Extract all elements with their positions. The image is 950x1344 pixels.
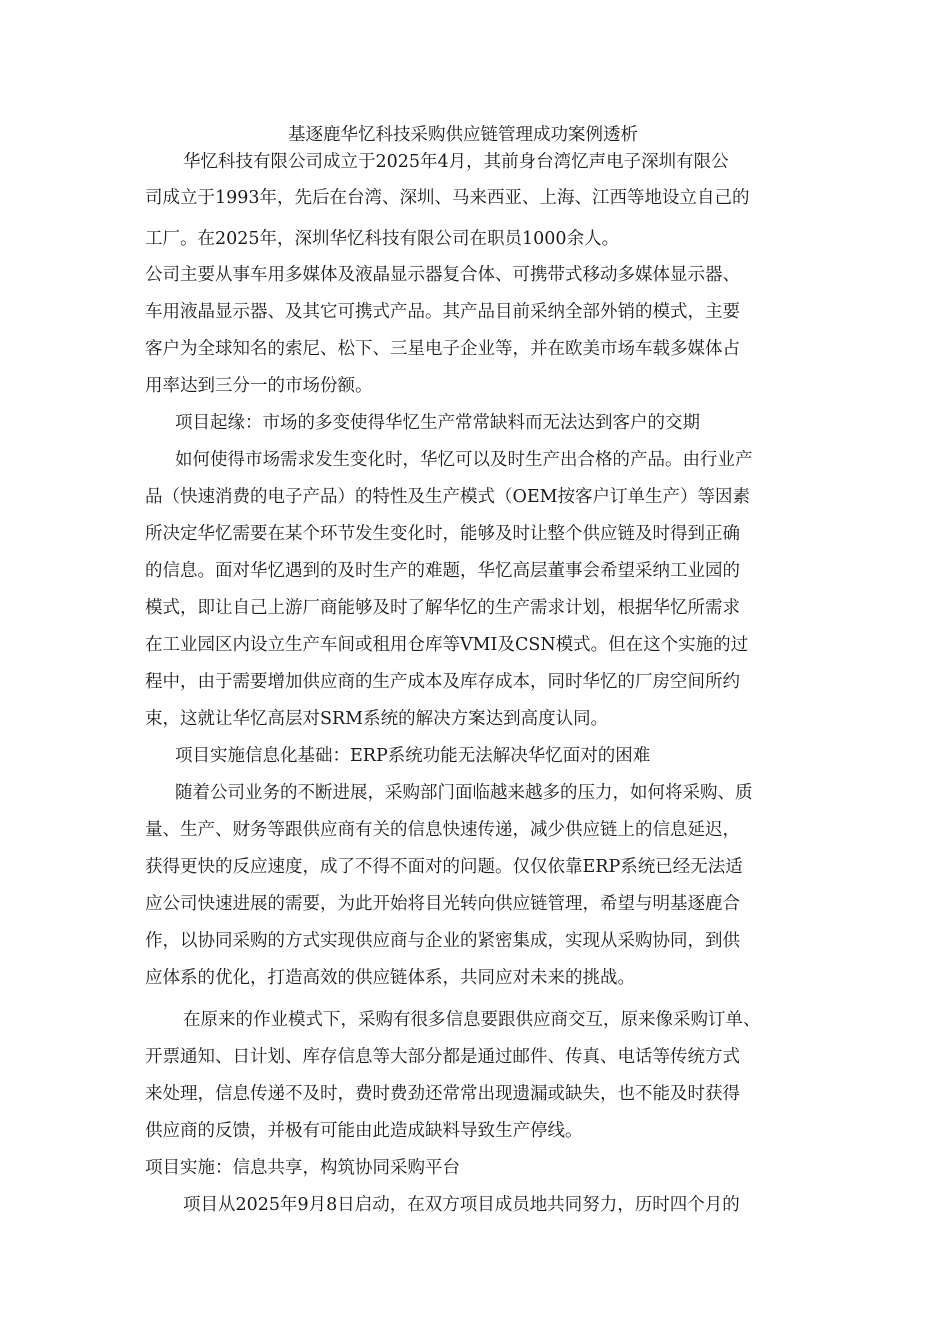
paragraph-line: 所决定华忆需要在某个环节发生变化时，能够及时让整个供应链及时得到正确	[145, 524, 740, 544]
paragraph-line: 随着公司业务的不断进展，采购部门面临越来越多的压力，如何将采购、质	[175, 783, 753, 803]
paragraph-line: 客户为全球知名的索尼、松下、三星电子企业等，并在欧美市场车载多媒体占	[145, 339, 740, 359]
paragraph-line: 公司主要从事车用多媒体及液晶显示器复合体、可携带式移动多媒体显示器、	[145, 265, 740, 285]
section-heading: 项目起缘：市场的多变使得华忆生产常常缺料而无法达到客户的交期	[175, 413, 700, 433]
paragraph-line: 的信息。面对华忆遇到的及时生产的难题，华忆高层董事会希望采纳工业园的	[145, 561, 740, 581]
paragraph-line: 如何使得市场需求发生变化时，华忆可以及时生产出合格的产品。由行业产	[175, 450, 753, 470]
document-title: 基逐鹿华忆科技采购供应链管理成功案例透析	[288, 125, 638, 145]
section-heading: 项目实施信息化基础：ERP系统功能无法解决华忆面对的困难	[175, 746, 651, 766]
paragraph-line: 应体系的优化，打造高效的供应链体系，共同应对未来的挑战。	[145, 968, 635, 988]
paragraph-line: 模式，即让自己上游厂商能够及时了解华忆的生产需求计划，根据华忆所需求	[145, 598, 740, 618]
paragraph-line: 束，这就让华忆高层对SRM系统的解决方案达到高度认同。	[145, 709, 609, 729]
paragraph-line: 获得更快的反应速度，成了不得不面对的问题。仅仅依靠ERP系统已经无法适	[145, 857, 743, 877]
paragraph-line: 华忆科技有限公司成立于2025年4月，其前身台湾忆声电子深圳有限公	[183, 152, 729, 172]
paragraph-line: 在原来的作业模式下，采购有很多信息要跟供应商交互，原来像采购订单、	[183, 1010, 761, 1030]
paragraph-line: 量、生产、财务等跟供应商有关的信息快速传递，减少供应链上的信息延迟，	[145, 820, 740, 840]
paragraph-line: 工厂。在2025年，深圳华忆科技有限公司在职员1000余人。	[145, 229, 620, 249]
paragraph-line: 作，以协同采购的方式实现供应商与企业的紧密集成，实现从采购协同，到供	[145, 931, 740, 951]
paragraph-line: 应公司快速进展的需要，为此开始将目光转向供应链管理，希望与明基逐鹿合	[145, 894, 740, 914]
paragraph-line: 项目从2025年9月8日启动，在双方项目成员地共同努力，历时四个月的	[183, 1195, 740, 1215]
paragraph-line: 品（快速消费的电子产品）的特性及生产模式（OEM按客户订单生产）等因素	[145, 487, 751, 507]
paragraph-line: 司成立于1993年，先后在台湾、深圳、马来西亚、上海、江西等地设立自己的	[145, 188, 750, 208]
paragraph-line: 来处理，信息传递不及时，费时费劲还常常出现遗漏或缺失，也不能及时获得	[145, 1084, 740, 1104]
paragraph-line: 程中，由于需要增加供应商的生产成本及库存成本，同时华忆的厂房空间所约	[145, 672, 740, 692]
paragraph-line: 车用液晶显示器、及其它可携式产品。其产品目前采纳全部外销的模式，主要	[145, 302, 740, 322]
paragraph-line: 开票通知、日计划、库存信息等大部分都是通过邮件、传真、电话等传统方式	[145, 1047, 740, 1067]
paragraph-line: 在工业园区内设立生产车间或租用仓库等VMI及CSN模式。但在这个实施的过	[145, 635, 749, 655]
paragraph-line: 供应商的反馈，并极有可能由此造成缺料导致生产停线。	[145, 1121, 583, 1141]
paragraph-line: 用率达到三分一的市场份额。	[145, 376, 373, 396]
section-heading: 项目实施：信息共享，构筑协同采购平台	[145, 1158, 460, 1178]
